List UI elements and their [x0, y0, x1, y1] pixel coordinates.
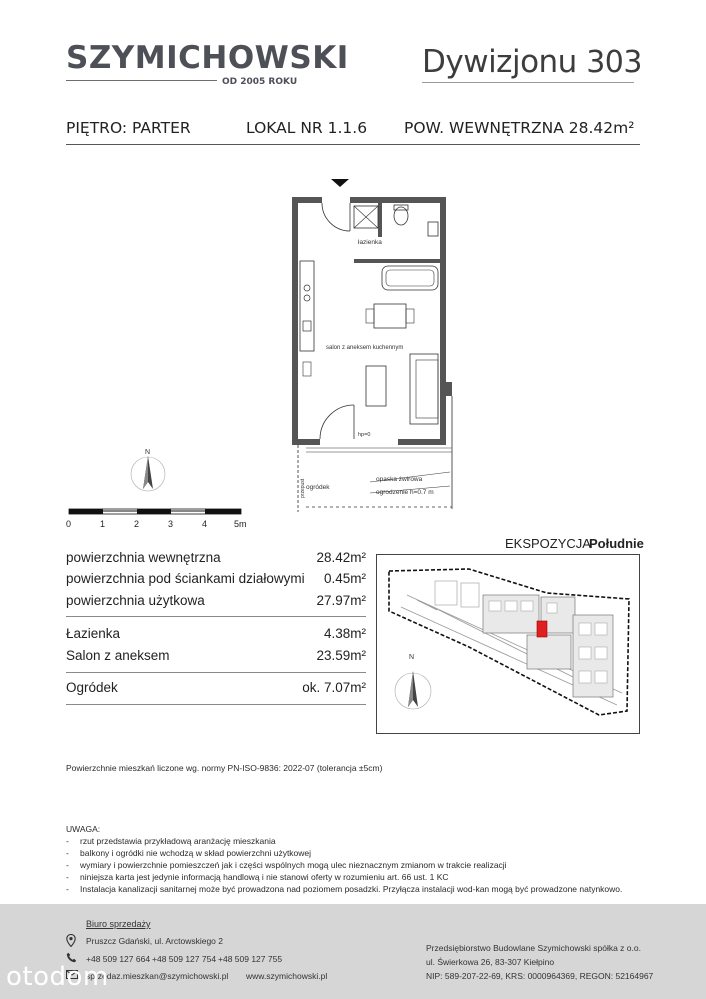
scale-tick-5: 5m	[234, 519, 247, 529]
sales-office-address: Pruszcz Gdański, ul. Arctowskiego 2	[86, 936, 224, 946]
sofa	[410, 354, 438, 424]
note-item-text: wymiary i powierzchnie pomieszczeń jak i części wspólnych mogą ulec nieznacznym zmianom w trakcie realizacji	[80, 860, 507, 870]
scale-tick-1: 1	[100, 519, 106, 529]
note-item: - Instalacja kanalizacji sanitarnej może być prowadzona nad poziomem posadzki. Przyłącza instalacji wod-kan mogą być prowadzone natynkowo.	[66, 884, 623, 894]
area-divider-3	[66, 704, 366, 705]
bathtub	[382, 266, 438, 290]
area-garden-row	[66, 680, 366, 698]
note-item-text: rzut przedstawia przykładową aranżację mieszkania	[80, 836, 276, 846]
area-under-walls-value: 0.45m²	[323, 571, 366, 586]
fence-label: ogrodzenie h=0.7 m	[376, 489, 434, 496]
project-logo	[422, 44, 642, 80]
location-pin-icon	[66, 934, 76, 947]
area-divider-2	[66, 672, 366, 673]
area-bathroom-value: 4.38m²	[323, 626, 366, 641]
scale-bar	[66, 507, 266, 533]
scale-tick-4: 4	[202, 519, 208, 529]
area-living-value: 23.59m²	[316, 648, 366, 663]
entrance-arrow-icon	[331, 179, 349, 187]
note-item: - niniejsza karta jest jedynie informacją handlową i nie stanowi oferty w rozumieniu art. 66 ust. 1 KC	[66, 872, 449, 882]
area-usable-row	[66, 593, 366, 611]
phone-3-link[interactable]: +48 509 127 755	[218, 954, 283, 964]
area-bathroom-label: Łazienka	[66, 626, 121, 641]
dining-table	[374, 304, 406, 328]
brand-tagline: OD 2005 ROKU	[222, 77, 298, 87]
scale-tick-3: 3	[168, 519, 174, 529]
area-bathroom-row	[66, 626, 366, 644]
note-item: - wymiary i powierzchnie pomieszczeń jak i części wspólnych mogą ulec nieznacznym zmianom w trakcie realizacji	[66, 860, 507, 870]
area-internal-value: 28.42m²	[316, 550, 366, 565]
washbasin	[428, 222, 438, 236]
project-name-number: 303	[586, 45, 642, 80]
area-living-label: Salon z aneksem	[66, 648, 170, 663]
norm-note: Powierzchnie mieszkań liczone wg. normy PN-ISO-9836: 2022-07 (tolerancja ±5cm)	[66, 763, 383, 773]
internal-area-heading: POW. WEWNĘTRZNA 28.42m²	[404, 119, 635, 137]
area-garden-value: ok. 7.07m²	[302, 680, 366, 695]
coffee-table	[366, 366, 386, 406]
note-item-text: balkony i ogródki nie wchodzą w skład powierzchni użytkowej	[80, 848, 312, 858]
area-internal-row	[66, 550, 366, 568]
exposure-label: EKSPOZYCJA	[505, 536, 591, 551]
area-internal-label-a: powierzchnia	[66, 550, 149, 565]
site-compass-north-label: N	[409, 654, 415, 661]
notes-title: UWAGA:	[66, 824, 101, 834]
living-room-label: salon z aneksem kuchennym	[326, 345, 404, 351]
phone-2-link[interactable]: +48 509 127 754	[152, 954, 217, 964]
project-name-prefix: Dywizjonu	[422, 44, 587, 80]
site-plan-frame	[376, 554, 640, 734]
culvert-label: przepust	[300, 478, 306, 498]
unit-location-marker	[537, 621, 547, 637]
kitchen-counter	[300, 261, 314, 351]
bathroom-room-label: łazienka	[358, 239, 382, 246]
area-usable-label: powierzchnia użytkowa	[66, 593, 205, 608]
gravel-label: opaska żwirowa	[376, 476, 423, 483]
note-item-text: Instalacja kanalizacji sanitarnej może być prowadzona nad poziomem posadzki. Przyłącza instalacji wod-kan mogą być prowadzone natynkowo.	[80, 884, 623, 894]
company-address: ul. Świerkowa 26, 83-307 Kiełpino	[426, 957, 555, 967]
sales-office-title: Biuro sprzedaży	[86, 919, 151, 929]
brand-logo-text: SZYMICHOWSKI	[66, 40, 349, 76]
scale-tick-2: 2	[134, 519, 140, 529]
note-item: - balkony i ogródki nie wchodzą w skład powierzchni użytkowej	[66, 848, 312, 858]
floor-label: PIĘTRO: PARTER	[66, 119, 191, 137]
site-compass-icon	[395, 654, 431, 709]
garden-room-label: ogródek	[306, 484, 330, 491]
watermark-logo: otodom	[6, 962, 109, 992]
website-link[interactable]: www.szymichowski.pl	[246, 971, 328, 981]
company-name: Przedsiębiorstwo Budowlane Szymichowski spółka z o.o.	[426, 943, 641, 953]
phone-1-link[interactable]: +48 509 127 664	[86, 954, 151, 964]
email-link[interactable]: sprzedaz.mieszkan@szymichowski.pl	[86, 971, 229, 981]
area-garden-label: Ogródek	[66, 680, 118, 695]
north-compass-icon	[128, 446, 168, 498]
brand-divider	[66, 80, 217, 81]
area-usable-value: 27.97m²	[316, 593, 366, 608]
area-living-row	[66, 648, 366, 666]
exposure-value: Południe	[589, 536, 644, 551]
compass-north-label: N	[145, 449, 151, 456]
threshold-label: hp=0	[358, 432, 371, 438]
area-under-walls-row	[66, 571, 366, 589]
note-item: - rzut przedstawia przykładową aranżację mieszkania	[66, 836, 276, 846]
area-internal-label-b: wewnętrzna	[148, 550, 221, 565]
area-internal-label	[66, 550, 221, 565]
header-divider	[66, 144, 640, 145]
company-ids: NIP: 589-207-22-69, KRS: 0000964369, REGON: 52164967	[426, 971, 654, 981]
note-item-text: niniejsza karta jest jedynie informacją handlową i nie stanowi oferty w rozumieniu art. 66 ust. 1 KC	[80, 872, 449, 882]
site-plan-map	[377, 555, 639, 733]
area-under-walls-label: powierzchnia pod ściankami działowymi	[66, 571, 305, 586]
scale-tick-0: 0	[66, 519, 72, 529]
project-divider	[422, 82, 634, 83]
unit-number: LOKAL NR 1.1.6	[246, 119, 368, 137]
floor-plan	[270, 176, 470, 512]
area-divider-1	[66, 616, 366, 617]
